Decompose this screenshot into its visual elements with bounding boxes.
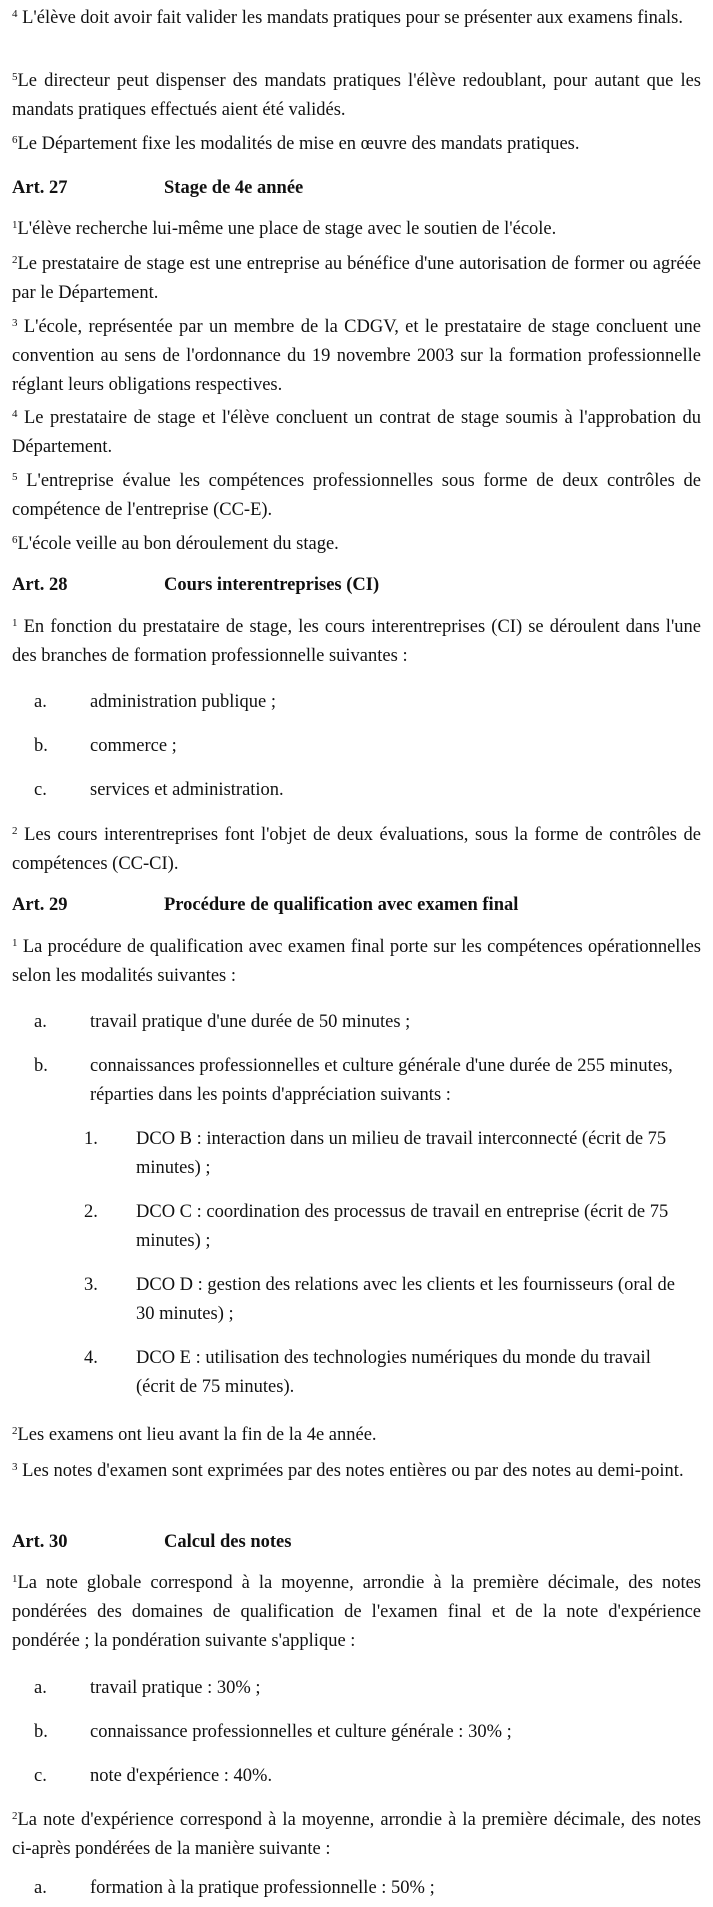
list-item	[12, 1674, 701, 1703]
list-item-text: note d'expérience : 40%.	[90, 1766, 273, 1786]
paragraph-text: L'entreprise évalue les compétences professionnelles sous forme de deux contrôles de compétence de l'entreprise (CC-E).	[12, 471, 701, 520]
paragraph-text: Les cours interentreprises font l'objet de deux évaluations, sous la forme de contrôles de compétences (CC-CI).	[12, 825, 701, 874]
list-item-text: formation à la pratique professionnelle : 50% ;	[90, 1878, 435, 1898]
list-item-label: b.	[34, 1722, 48, 1742]
paragraph-number: 1	[12, 219, 18, 231]
paragraph-number: 2	[12, 254, 18, 266]
art27-paragraph-4	[12, 404, 701, 462]
paragraph-text: L'école, représentée par un membre de la CDGV, et le prestataire de stage concluent une convention au sens de l'ordonnance du 19 novembre 2003 sur la formation professionnelle réglant leurs obligations respectives.	[12, 317, 701, 395]
art30-paragraph-2	[12, 1806, 701, 1864]
list-item	[12, 1052, 673, 1110]
sub-list-item	[12, 1344, 701, 1402]
paragraph-text: L'élève recherche lui-même une place de stage avec le soutien de l'école.	[17, 219, 557, 239]
paragraph-text: La note d'expérience correspond à la moyenne, arrondie à la première décimale, des notes ci-après pondérées de la manière suivante :	[12, 1810, 701, 1859]
paragraph-text: Les examens ont lieu avant la fin de la 4e année.	[17, 1425, 377, 1445]
article-heading-27	[12, 174, 701, 203]
paragraph-text: Les notes d'examen sont exprimées par des notes entières ou par des notes au demi-point.	[17, 1461, 684, 1481]
art27-paragraph-1	[12, 215, 701, 244]
list-item	[12, 1762, 701, 1791]
paragraph-number: 3	[12, 1461, 18, 1473]
paragraph-number: 4	[12, 408, 18, 420]
art30-paragraph-1	[12, 1569, 701, 1656]
paragraph-number: 4	[12, 8, 18, 20]
list-item-text: services et administration.	[90, 780, 284, 800]
art29-paragraph-2	[12, 1421, 701, 1450]
art27-paragraph-5	[12, 467, 701, 525]
article-number: Art. 27	[12, 178, 68, 198]
art27-paragraph-3	[12, 313, 701, 400]
list-item	[12, 732, 701, 761]
paragraph-number: 1	[12, 937, 18, 949]
sub-list-item-label: 1.	[84, 1129, 98, 1149]
paragraph-number: 2	[12, 825, 18, 837]
list-item-text: commerce ;	[90, 736, 177, 756]
sub-list-item-text: DCO B : interaction dans un milieu de travail interconnecté (écrit de 75 minutes) ;	[136, 1129, 667, 1178]
list-item-label: a.	[34, 1678, 47, 1698]
paragraph-text: La note globale correspond à la moyenne, arrondie à la première décimale, des notes pondérées des domaines de qualification de l'examen final et de la note d'expérience pondérée ; la pondération suivante s'applique :	[12, 1573, 701, 1651]
paragraph-number: 1	[12, 1573, 18, 1585]
list-item-text: travail pratique d'une durée de 50 minutes ;	[90, 1012, 411, 1032]
paragraph-number: 5	[12, 471, 18, 483]
list-item	[12, 688, 701, 717]
list-item	[12, 1874, 701, 1903]
art29-paragraph-1	[12, 933, 701, 991]
article-title: Cours interentreprises (CI)	[164, 575, 380, 595]
paragraph-number: 1	[12, 617, 18, 629]
list-item-label: c.	[34, 780, 47, 800]
list-item	[12, 1718, 701, 1747]
paragraph-number: 6	[12, 534, 18, 546]
list-item-label: c.	[34, 1766, 47, 1786]
paragraph-text: En fonction du prestataire de stage, les cours interentreprises (CI) se déroulent dans l'une des branches de formation professionnelle suivantes :	[12, 617, 701, 666]
article-title: Procédure de qualification avec examen final	[164, 895, 519, 915]
list-item-label: b.	[34, 1056, 48, 1076]
sub-list-item-label: 2.	[84, 1202, 98, 1222]
sub-list-item	[12, 1198, 701, 1256]
article-title: Calcul des notes	[164, 1532, 292, 1552]
art28-paragraph-1	[12, 613, 701, 671]
paragraph-number: 3	[12, 317, 18, 329]
paragraph-top-6	[12, 130, 701, 159]
paragraph-top-4	[12, 4, 701, 33]
list-item-label: a.	[34, 1012, 47, 1032]
list-item-label: b.	[34, 736, 48, 756]
list-item	[12, 1008, 701, 1037]
article-number: Art. 30	[12, 1532, 68, 1552]
list-item-text: travail pratique : 30% ;	[90, 1678, 261, 1698]
paragraph-text: La procédure de qualification avec examen final porte sur les compétences opérationnelles selon les modalités suivantes :	[12, 937, 701, 986]
list-item-label: a.	[34, 1878, 47, 1898]
article-heading-28	[12, 571, 701, 600]
article-heading-30	[12, 1528, 701, 1557]
paragraph-text: Le prestataire de stage est une entreprise au bénéfice d'une autorisation de former ou agréée par le Département.	[12, 254, 701, 303]
paragraph-number: 2	[12, 1810, 18, 1822]
paragraph-text: L'école veille au bon déroulement du stage.	[17, 534, 339, 554]
paragraph-number: 5	[12, 71, 18, 83]
sub-list-item-text: DCO E : utilisation des technologies numériques du monde du travail (écrit de 75 minutes).	[136, 1348, 651, 1397]
paragraph-top-5	[12, 67, 701, 125]
article-heading-29	[12, 891, 701, 920]
sub-list-item-text: DCO C : coordination des processus de travail en entreprise (écrit de 75 minutes) ;	[136, 1202, 669, 1251]
paragraph-text: Le prestataire de stage et l'élève concluent un contrat de stage soumis à l'approbation du Département.	[12, 408, 701, 457]
paragraph-text: Le Département fixe les modalités de mise en œuvre des mandats pratiques.	[17, 134, 580, 154]
sub-list-item-text: DCO D : gestion des relations avec les clients et les fournisseurs (oral de 30 minutes) ;	[136, 1275, 675, 1324]
paragraph-text: L'élève doit avoir fait valider les mandats pratiques pour se présenter aux examens finals.	[17, 8, 684, 28]
article-title: Stage de 4e année	[164, 178, 304, 198]
sub-list-item	[12, 1125, 701, 1183]
paragraph-number: 6	[12, 134, 18, 146]
paragraph-number: 2	[12, 1425, 18, 1437]
art27-paragraph-6	[12, 530, 701, 559]
sub-list-item-label: 3.	[84, 1275, 98, 1295]
paragraph-text: Le directeur peut dispenser des mandats pratiques l'élève redoublant, pour autant que les mandats pratiques effectués aient été validés.	[12, 71, 701, 120]
article-number: Art. 28	[12, 575, 68, 595]
list-item-text: administration publique ;	[90, 692, 277, 712]
article-number: Art. 29	[12, 895, 68, 915]
list-item-text: connaissances professionnelles et culture générale d'une durée de 255 minutes, réparties dans les points d'appréciation suivants :	[90, 1056, 673, 1105]
sub-list-item	[12, 1271, 701, 1329]
art28-paragraph-2	[12, 821, 701, 879]
art27-paragraph-2	[12, 250, 701, 308]
list-item-text: connaissance professionnelles et culture générale : 30% ;	[90, 1722, 512, 1742]
list-item-label: a.	[34, 692, 47, 712]
art29-paragraph-3	[12, 1457, 701, 1486]
list-item	[12, 776, 701, 805]
sub-list-item-label: 4.	[84, 1348, 98, 1368]
